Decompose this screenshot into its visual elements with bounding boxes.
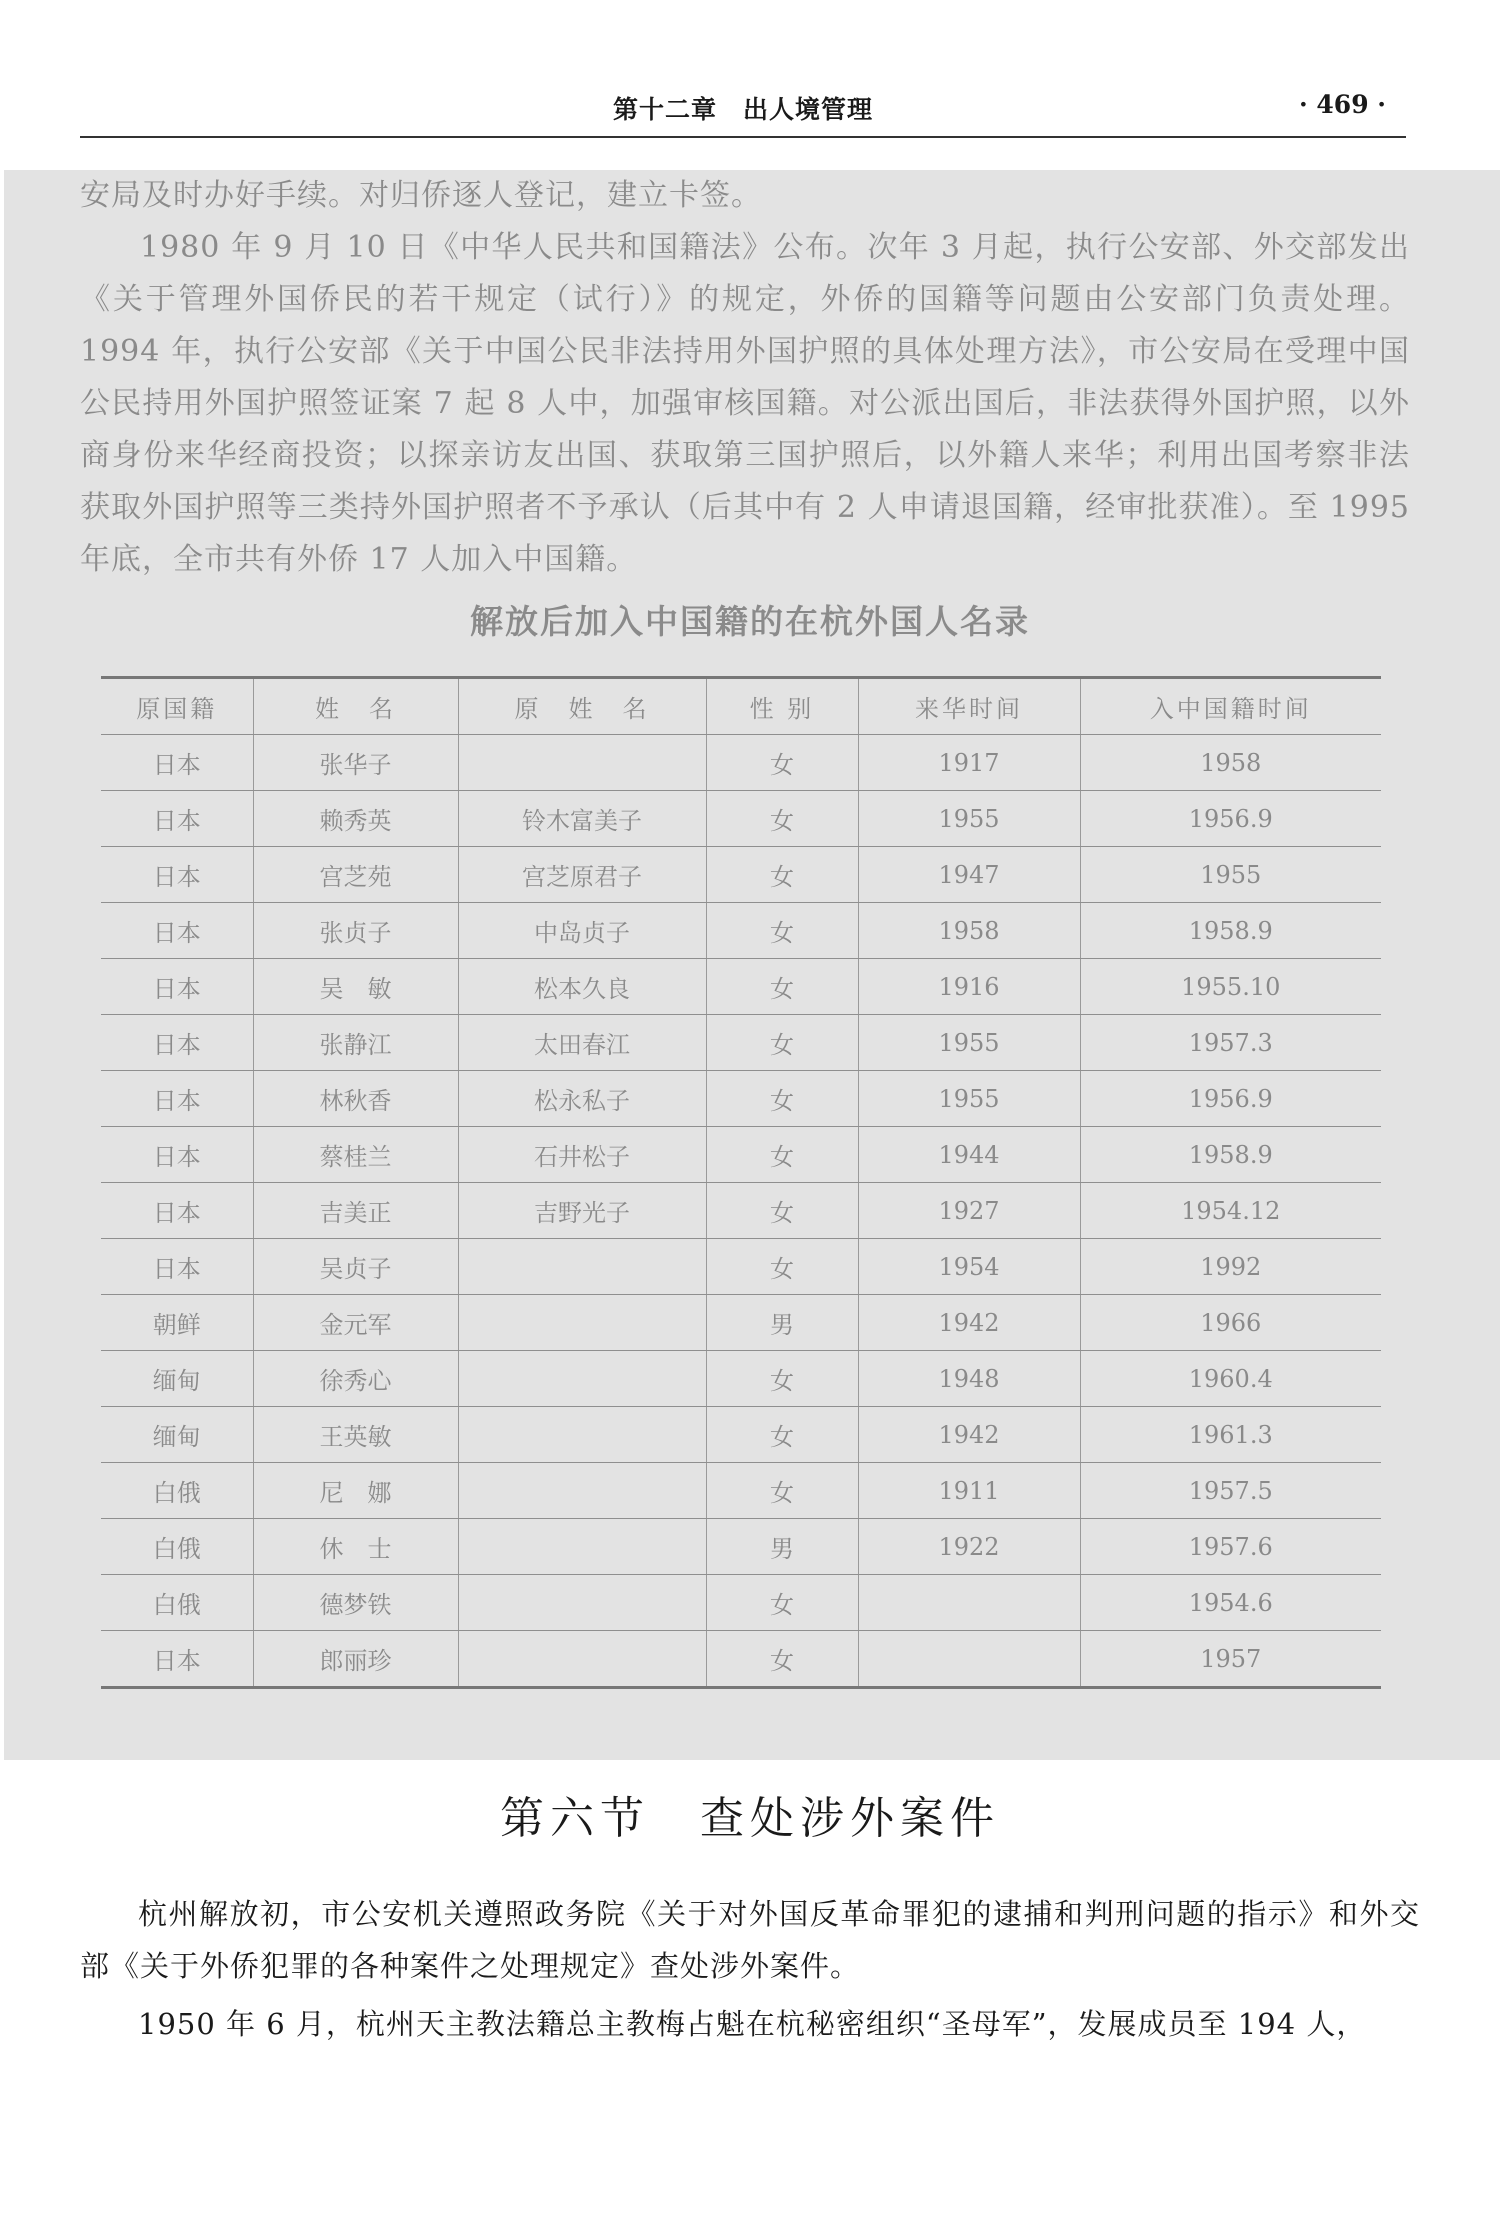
table-row <box>101 1183 1381 1239</box>
cell-arrival-year: 1955 <box>858 1071 1080 1127</box>
cell-original-name: 松本久良 <box>458 959 706 1015</box>
cell-naturalization-date: 1966 <box>1080 1295 1381 1351</box>
cell-original-nationality: 日本 <box>101 1183 253 1239</box>
cell-naturalization-date: 1957.3 <box>1080 1015 1381 1071</box>
cell-original-nationality: 朝鲜 <box>101 1295 253 1351</box>
cell-arrival-year <box>858 1631 1080 1688</box>
cell-name: 尼 娜 <box>253 1463 458 1519</box>
cell-name: 郎丽珍 <box>253 1631 458 1688</box>
cell-arrival-year: 1955 <box>858 791 1080 847</box>
cell-sex: 女 <box>706 791 858 847</box>
cell-original-name: 石井松子 <box>458 1127 706 1183</box>
cell-arrival-year: 1922 <box>858 1519 1080 1575</box>
cell-original-name: 中岛贞子 <box>458 903 706 959</box>
cell-original-nationality: 日本 <box>101 1631 253 1688</box>
table-row <box>101 1239 1381 1295</box>
paragraph: 安局及时办好手续。对归侨逐人登记，建立卡签。 <box>80 178 762 213</box>
cell-name: 德梦铁 <box>253 1575 458 1631</box>
cell-naturalization-date: 1961.3 <box>1080 1407 1381 1463</box>
cell-arrival-year: 1944 <box>858 1127 1080 1183</box>
cell-name: 张华子 <box>253 735 458 791</box>
cell-sex: 女 <box>706 903 858 959</box>
cell-sex: 女 <box>706 1351 858 1407</box>
cell-arrival-year: 1958 <box>858 903 1080 959</box>
cell-name: 金元军 <box>253 1295 458 1351</box>
table-row <box>101 1071 1381 1127</box>
cell-sex: 女 <box>706 1183 858 1239</box>
cell-original-name <box>458 1463 706 1519</box>
table-row <box>101 1519 1381 1575</box>
cell-sex: 女 <box>706 735 858 791</box>
table-row <box>101 1575 1381 1631</box>
paragraph: 杭州解放初，市公安机关遵照政务院《关于对外国反革命罪犯的逮捕和判刑问题的指示》和外交部《关于外侨犯罪的各种案件之处理规定》查处涉外案件。 <box>80 1897 1420 1983</box>
cell-arrival-year: 1917 <box>858 735 1080 791</box>
previous-section-text <box>80 170 1410 586</box>
table-row <box>101 847 1381 903</box>
cell-name: 徐秀心 <box>253 1351 458 1407</box>
cell-naturalization-date: 1960.4 <box>1080 1351 1381 1407</box>
column-header-arrival-year: 来华时间 <box>858 678 1080 735</box>
table-row <box>101 1015 1381 1071</box>
cell-arrival-year: 1947 <box>858 847 1080 903</box>
cell-naturalization-date: 1992 <box>1080 1239 1381 1295</box>
chapter-title: 第十二章 出人境管理 <box>612 95 873 124</box>
cell-arrival-year: 1942 <box>858 1295 1080 1351</box>
table-row <box>101 1463 1381 1519</box>
table-row <box>101 903 1381 959</box>
cell-name: 吴贞子 <box>253 1239 458 1295</box>
column-header-original-nationality: 原国籍 <box>101 678 253 735</box>
cell-sex: 女 <box>706 1239 858 1295</box>
cell-naturalization-date: 1957.5 <box>1080 1463 1381 1519</box>
table-row <box>101 1351 1381 1407</box>
column-header-naturalization-date: 入中国籍时间 <box>1080 678 1381 735</box>
table-row <box>101 959 1381 1015</box>
cell-original-nationality: 缅甸 <box>101 1351 253 1407</box>
cell-name: 张贞子 <box>253 903 458 959</box>
cell-naturalization-date: 1957.6 <box>1080 1519 1381 1575</box>
cell-sex: 女 <box>706 1071 858 1127</box>
cell-name: 休 士 <box>253 1519 458 1575</box>
section-heading: 第六节 查处涉外案件 <box>500 1793 1000 1844</box>
cell-original-name: 宫芝原君子 <box>458 847 706 903</box>
cell-original-nationality: 日本 <box>101 959 253 1015</box>
cell-original-nationality: 日本 <box>101 1127 253 1183</box>
cell-sex: 女 <box>706 1127 858 1183</box>
cell-arrival-year: 1942 <box>858 1407 1080 1463</box>
table-row <box>101 1295 1381 1351</box>
cell-original-nationality: 日本 <box>101 847 253 903</box>
cell-arrival-year: 1916 <box>858 959 1080 1015</box>
column-header-sex: 性 别 <box>706 678 858 735</box>
cell-original-name <box>458 1575 706 1631</box>
cell-original-name <box>458 1631 706 1688</box>
cell-naturalization-date: 1956.9 <box>1080 1071 1381 1127</box>
cell-sex: 男 <box>706 1519 858 1575</box>
cell-arrival-year: 1948 <box>858 1351 1080 1407</box>
cell-name: 吉美正 <box>253 1183 458 1239</box>
cell-naturalization-date: 1955.10 <box>1080 959 1381 1015</box>
cell-sex: 女 <box>706 1015 858 1071</box>
cell-naturalization-date: 1954.12 <box>1080 1183 1381 1239</box>
cell-sex: 女 <box>706 959 858 1015</box>
cell-name: 吴 敏 <box>253 959 458 1015</box>
column-header-original-name: 原 姓 名 <box>458 678 706 735</box>
cell-original-nationality: 日本 <box>101 1015 253 1071</box>
cell-original-name <box>458 1351 706 1407</box>
cell-original-name <box>458 1239 706 1295</box>
cell-original-nationality: 日本 <box>101 735 253 791</box>
cell-name: 宫芝苑 <box>253 847 458 903</box>
cell-original-name: 松永私子 <box>458 1071 706 1127</box>
cell-sex: 女 <box>706 847 858 903</box>
cell-original-nationality: 日本 <box>101 1239 253 1295</box>
table-row <box>101 1407 1381 1463</box>
cell-original-nationality: 白俄 <box>101 1575 253 1631</box>
cell-original-name: 铃木富美子 <box>458 791 706 847</box>
paragraph: 1980 年 9 月 10 日《中华人民共和国籍法》公布。次年 3 月起，执行公安部、外交部发出《关于管理外国侨民的若干规定（试行）》的规定，外侨的国籍等问题由公安部门负责处理。1994 年，执行公安部《关于中国公民非法持用外国护照的具体处理方法》，市公安局在受理中国公民持用外国护照签证案 7 起 8 人中，加强审核国籍。对公派出国后，非法获得外国护照，以外商身份来华经商投资；以探亲访友出国、获取第三国护照后，以外籍人来华；利用出国考察非法获取外国护照等三类持外国护照者不予承认（后其中有 2 人申请退国籍，经审批获准）。至 1995 年底，全市共有外侨 17 人加入中国籍。 <box>80 230 1410 577</box>
cell-sex: 女 <box>706 1407 858 1463</box>
cell-naturalization-date: 1956.9 <box>1080 791 1381 847</box>
cell-sex: 男 <box>706 1295 858 1351</box>
table-title: 解放后加入中国籍的在杭外国人名录 <box>470 602 1030 641</box>
cell-naturalization-date: 1958.9 <box>1080 1127 1381 1183</box>
table-row <box>101 1127 1381 1183</box>
table-header-row <box>101 678 1381 735</box>
running-header <box>80 84 1406 138</box>
cell-naturalization-date: 1954.6 <box>1080 1575 1381 1631</box>
cell-arrival-year: 1927 <box>858 1183 1080 1239</box>
cell-original-name <box>458 735 706 791</box>
cell-original-name <box>458 1295 706 1351</box>
cell-original-name: 吉野光子 <box>458 1183 706 1239</box>
cell-name: 赖秀英 <box>253 791 458 847</box>
cell-arrival-year: 1911 <box>858 1463 1080 1519</box>
cell-original-nationality: 日本 <box>101 903 253 959</box>
cell-original-name <box>458 1519 706 1575</box>
cell-original-nationality: 白俄 <box>101 1463 253 1519</box>
cell-arrival-year: 1955 <box>858 1015 1080 1071</box>
cell-sex: 女 <box>706 1575 858 1631</box>
cell-sex: 女 <box>706 1463 858 1519</box>
naturalization-roster-table <box>101 676 1381 1689</box>
table-row <box>101 791 1381 847</box>
cell-arrival-year: 1954 <box>858 1239 1080 1295</box>
table-row <box>101 1631 1381 1688</box>
cell-naturalization-date: 1958 <box>1080 735 1381 791</box>
cell-name: 王英敏 <box>253 1407 458 1463</box>
cell-name: 张静江 <box>253 1015 458 1071</box>
cell-name: 林秋香 <box>253 1071 458 1127</box>
page-number: · 469 · <box>1299 90 1386 119</box>
cell-original-nationality: 日本 <box>101 791 253 847</box>
cell-sex: 女 <box>706 1631 858 1688</box>
paragraph: 1950 年 6 月，杭州天主教法籍总主教梅占魁在杭秘密组织“圣母军”，发展成员至 194 人， <box>138 2007 1367 2041</box>
cell-original-nationality: 日本 <box>101 1071 253 1127</box>
cell-name: 蔡桂兰 <box>253 1127 458 1183</box>
table-row <box>101 735 1381 791</box>
cell-original-name: 太田春江 <box>458 1015 706 1071</box>
table-body <box>101 735 1381 1688</box>
cell-original-nationality: 白俄 <box>101 1519 253 1575</box>
cell-original-nationality: 缅甸 <box>101 1407 253 1463</box>
cell-naturalization-date: 1955 <box>1080 847 1381 903</box>
cell-arrival-year <box>858 1575 1080 1631</box>
cell-naturalization-date: 1958.9 <box>1080 903 1381 959</box>
cell-naturalization-date: 1957 <box>1080 1631 1381 1688</box>
section-body-text <box>80 1888 1420 2056</box>
cell-original-name <box>458 1407 706 1463</box>
column-header-name: 姓 名 <box>253 678 458 735</box>
